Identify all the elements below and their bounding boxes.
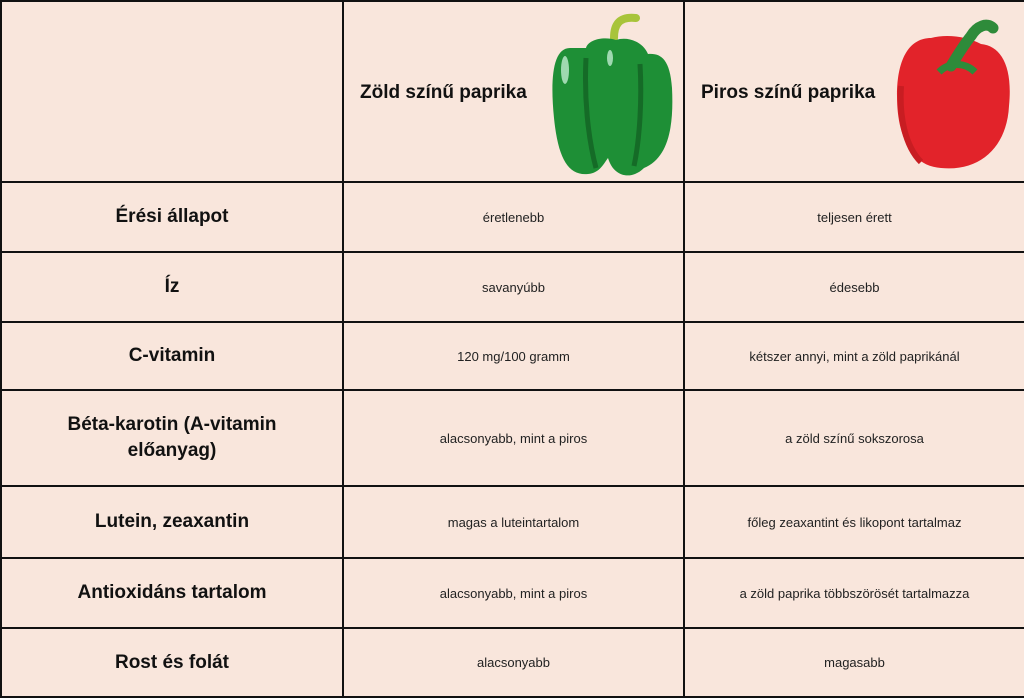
green-pepper-title: Zöld színű paprika bbox=[360, 82, 527, 103]
green-value: éretlenebb bbox=[343, 182, 684, 252]
green-value: 120 mg/100 gramm bbox=[343, 322, 684, 390]
red-value: magasabb bbox=[684, 628, 1024, 697]
table-row bbox=[1, 182, 1024, 252]
empty-corner-cell bbox=[1, 1, 343, 182]
header-row bbox=[1, 1, 1024, 182]
row-label: C-vitamin bbox=[1, 322, 343, 390]
table-row bbox=[1, 628, 1024, 697]
red-value: a zöld színű sokszorosa bbox=[684, 390, 1024, 486]
row-label: Béta-karotin (A-vitamin előanyag) bbox=[1, 390, 343, 486]
row-label: Íz bbox=[1, 252, 343, 322]
red-pepper-header bbox=[684, 1, 1024, 182]
red-pepper-icon bbox=[891, 16, 1015, 172]
table-row bbox=[1, 558, 1024, 628]
table-row bbox=[1, 252, 1024, 322]
green-value: alacsonyabb, mint a piros bbox=[343, 558, 684, 628]
green-value: magas a luteintartalom bbox=[343, 486, 684, 558]
table-row bbox=[1, 486, 1024, 558]
red-value: kétszer annyi, mint a zöld paprikánál bbox=[684, 322, 1024, 390]
red-pepper-title: Piros színű paprika bbox=[701, 82, 876, 103]
red-value: teljesen érett bbox=[684, 182, 1024, 252]
red-value: édesebb bbox=[684, 252, 1024, 322]
green-pepper-icon bbox=[548, 8, 678, 180]
red-value: főleg zeaxantint és likopont tartalmaz bbox=[684, 486, 1024, 558]
table-row bbox=[1, 390, 1024, 486]
row-label: Antioxidáns tartalom bbox=[1, 558, 343, 628]
table-row bbox=[1, 322, 1024, 390]
green-value: alacsonyabb bbox=[343, 628, 684, 697]
row-label: Rost és folát bbox=[1, 628, 343, 697]
green-value: savanyúbb bbox=[343, 252, 684, 322]
row-label: Érési állapot bbox=[1, 182, 343, 252]
green-pepper-header bbox=[343, 1, 684, 182]
red-value: a zöld paprika többszörösét tartalmazza bbox=[684, 558, 1024, 628]
green-value: alacsonyabb, mint a piros bbox=[343, 390, 684, 486]
row-label: Lutein, zeaxantin bbox=[1, 486, 343, 558]
